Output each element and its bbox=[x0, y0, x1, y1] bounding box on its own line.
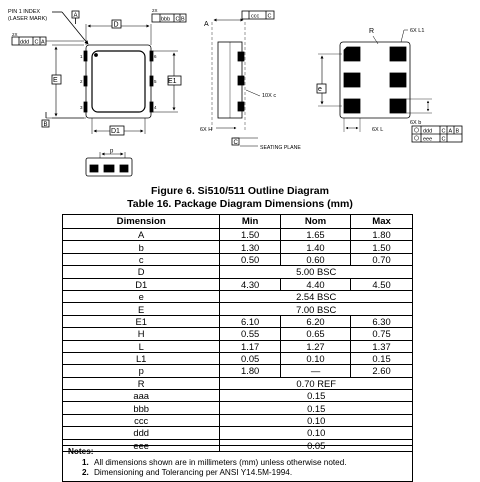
table-title: Table 16. Package Diagram Dimensions (mm) bbox=[127, 198, 353, 210]
table-row bbox=[63, 427, 413, 439]
pad-3 bbox=[344, 99, 360, 113]
captions bbox=[0, 185, 480, 211]
value-cell: 0.55 bbox=[220, 328, 281, 340]
dimension-cell: D1 bbox=[63, 278, 220, 290]
value-cell: 0.70 bbox=[351, 253, 413, 265]
bbb-frame-datum: C bbox=[175, 16, 180, 23]
figure-title: Figure 6. Si510/511 Outline Diagram bbox=[151, 185, 329, 197]
pin-6-number: 6 bbox=[154, 54, 157, 59]
notes-title: Notes: bbox=[68, 447, 94, 456]
dim-e-label: E bbox=[53, 77, 58, 84]
outline-diagram bbox=[0, 0, 480, 182]
fcf-ddd-datum-c: C bbox=[441, 128, 446, 135]
dim-p-label: p bbox=[110, 148, 114, 155]
note-text: All dimensions shown are in millimeters (mm) unless otherwise noted. bbox=[94, 457, 347, 467]
table-header-row bbox=[63, 215, 413, 229]
pin-4-number: 4 bbox=[154, 105, 157, 110]
dimension-cell: A bbox=[63, 229, 220, 241]
value-cell: 0.65 bbox=[280, 328, 350, 340]
bbb-frame-datum-b: B bbox=[181, 16, 185, 23]
notes-list bbox=[68, 458, 407, 479]
table-row bbox=[63, 390, 413, 402]
table-row bbox=[63, 328, 413, 340]
value-cell: 1.27 bbox=[280, 340, 350, 352]
dimension-cell: bbb bbox=[63, 402, 220, 414]
top-view bbox=[8, 8, 186, 135]
table-row bbox=[63, 414, 413, 426]
table-row bbox=[63, 365, 413, 377]
pad-5 bbox=[390, 73, 406, 87]
dimension-cell: E bbox=[63, 303, 220, 315]
value-cell: 6.10 bbox=[220, 315, 281, 327]
dimension-cell: R bbox=[63, 377, 220, 389]
fcf-ddd-datum-a: A bbox=[448, 128, 453, 135]
column-header: Dimension bbox=[63, 215, 220, 229]
value-cell: 0.15 bbox=[351, 352, 413, 364]
fcf-eee-value: eee bbox=[423, 136, 433, 143]
datum-a-letter: A bbox=[73, 13, 78, 19]
dim-r-label: R bbox=[369, 28, 375, 35]
note-number: 1. bbox=[82, 457, 89, 467]
dimension-cell: H bbox=[63, 328, 220, 340]
dimension-cell: eee bbox=[63, 439, 220, 451]
value-cell: 1.80 bbox=[220, 365, 281, 377]
ddd-frame-value: ddd bbox=[20, 39, 30, 46]
value-cell: 1.40 bbox=[280, 241, 350, 253]
pin1-index-label: PIN 1 INDEX bbox=[8, 9, 41, 15]
dimension-cell: D bbox=[63, 266, 220, 278]
pin1-index-sublabel: (LASER MARK) bbox=[8, 16, 48, 22]
pin-1-number: 1 bbox=[80, 54, 83, 59]
fcf-eee-datum-c: C bbox=[441, 136, 446, 143]
value-cell: 7.00 BSC bbox=[220, 303, 413, 315]
two-x-label-top: 2X bbox=[152, 8, 158, 13]
value-cell: 4.30 bbox=[220, 278, 281, 290]
table-row bbox=[63, 290, 413, 302]
bottom-view bbox=[317, 28, 462, 143]
dimensions-table bbox=[62, 214, 413, 452]
note-item bbox=[68, 468, 407, 479]
six-x-l1-label: 6X L1 bbox=[410, 28, 425, 34]
value-cell: 0.10 bbox=[220, 427, 413, 439]
pad-4 bbox=[390, 99, 406, 113]
pad-6 bbox=[390, 47, 406, 61]
column-header: Min bbox=[220, 215, 281, 229]
value-cell: 1.30 bbox=[220, 241, 281, 253]
table-row bbox=[63, 241, 413, 253]
dimension-cell: aaa bbox=[63, 390, 220, 402]
value-cell: 0.50 bbox=[220, 253, 281, 265]
value-cell: 6.20 bbox=[280, 315, 350, 327]
value-cell: 0.10 bbox=[220, 414, 413, 426]
dimension-cell: ddd bbox=[63, 427, 220, 439]
value-cell: 0.15 bbox=[220, 390, 413, 402]
table-row bbox=[63, 229, 413, 241]
pad-1 bbox=[344, 47, 360, 61]
dimension-cell: e bbox=[63, 290, 220, 302]
dimension-cell: L1 bbox=[63, 352, 220, 364]
pad-2 bbox=[344, 73, 360, 87]
pin-3-number: 3 bbox=[80, 105, 83, 110]
ccc-frame-datum: C bbox=[267, 13, 272, 20]
value-cell: 0.70 REF bbox=[220, 377, 413, 389]
pin-2-number: 2 bbox=[80, 79, 83, 84]
value-cell: 5.00 BSC bbox=[220, 266, 413, 278]
dim-a-label: A bbox=[204, 21, 209, 28]
pin1-dot bbox=[95, 54, 98, 57]
value-cell: 1.37 bbox=[351, 340, 413, 352]
value-cell: 4.50 bbox=[351, 278, 413, 290]
pin-5-number: 5 bbox=[154, 79, 157, 84]
column-header: Max bbox=[351, 215, 413, 229]
table-body bbox=[63, 229, 413, 452]
value-cell: 4.40 bbox=[280, 278, 350, 290]
dimension-cell: ccc bbox=[63, 414, 220, 426]
value-cell: 0.05 bbox=[220, 439, 413, 451]
notes-box bbox=[62, 445, 413, 482]
value-cell: 1.65 bbox=[280, 229, 350, 241]
value-cell: 6.30 bbox=[351, 315, 413, 327]
table-row bbox=[63, 266, 413, 278]
table-row bbox=[63, 253, 413, 265]
value-cell: 1.17 bbox=[220, 340, 281, 352]
value-cell: 0.75 bbox=[351, 328, 413, 340]
ddd-frame-datum-c: C bbox=[34, 39, 39, 46]
value-cell: 0.15 bbox=[220, 402, 413, 414]
table-row bbox=[63, 315, 413, 327]
dimension-cell: c bbox=[63, 253, 220, 265]
ccc-frame-value: ccc bbox=[251, 13, 260, 20]
value-cell: 0.60 bbox=[280, 253, 350, 265]
value-cell: 1.50 bbox=[220, 229, 281, 241]
value-cell: 2.60 bbox=[351, 365, 413, 377]
datum-c-letter: C bbox=[233, 140, 238, 146]
side-view bbox=[200, 11, 301, 151]
dimension-cell: p bbox=[63, 365, 220, 377]
note-text: Dimensioning and Tolerancing per ANSI Y14.5M-1994. bbox=[94, 468, 293, 477]
table-row bbox=[63, 402, 413, 414]
column-header: Nom bbox=[280, 215, 350, 229]
dim-e1-label: E1 bbox=[168, 78, 177, 85]
value-cell: 0.10 bbox=[280, 352, 350, 364]
six-x-l-label: 6X L bbox=[372, 127, 384, 133]
table-row bbox=[63, 340, 413, 352]
value-cell: 0.05 bbox=[220, 352, 281, 364]
value-cell: — bbox=[280, 365, 350, 377]
fcf-ddd-datum-b: B bbox=[455, 128, 460, 135]
table-row bbox=[63, 352, 413, 364]
dim-d1-label: D1 bbox=[111, 128, 120, 135]
dim-e-small-label: e bbox=[318, 86, 322, 93]
dim-d-label: D bbox=[113, 21, 119, 29]
two-x-label-left: 2X bbox=[12, 32, 18, 37]
value-cell: 2.54 BSC bbox=[220, 290, 413, 302]
value-cell: 1.80 bbox=[351, 229, 413, 241]
table-row bbox=[63, 278, 413, 290]
table-row bbox=[63, 377, 413, 389]
six-x-h-label: 6X H bbox=[200, 127, 213, 133]
dimension-cell: L bbox=[63, 340, 220, 352]
note-item bbox=[68, 458, 407, 469]
ten-x-c-label: 10X c bbox=[262, 93, 277, 99]
note-number: 2. bbox=[82, 468, 89, 477]
table-row bbox=[63, 303, 413, 315]
fcf-ddd-value: ddd bbox=[423, 128, 433, 135]
dimension-cell: E1 bbox=[63, 315, 220, 327]
six-x-b-label: 6X b bbox=[410, 120, 422, 126]
dimension-cell: b bbox=[63, 241, 220, 253]
end-view bbox=[86, 149, 132, 177]
datum-b-letter: B bbox=[43, 122, 48, 128]
seating-plane-label: SEATING PLANE bbox=[260, 145, 301, 151]
ddd-frame-datum-a: A bbox=[41, 39, 45, 46]
bbb-frame-value: bbb bbox=[161, 16, 171, 23]
value-cell: 1.50 bbox=[351, 241, 413, 253]
